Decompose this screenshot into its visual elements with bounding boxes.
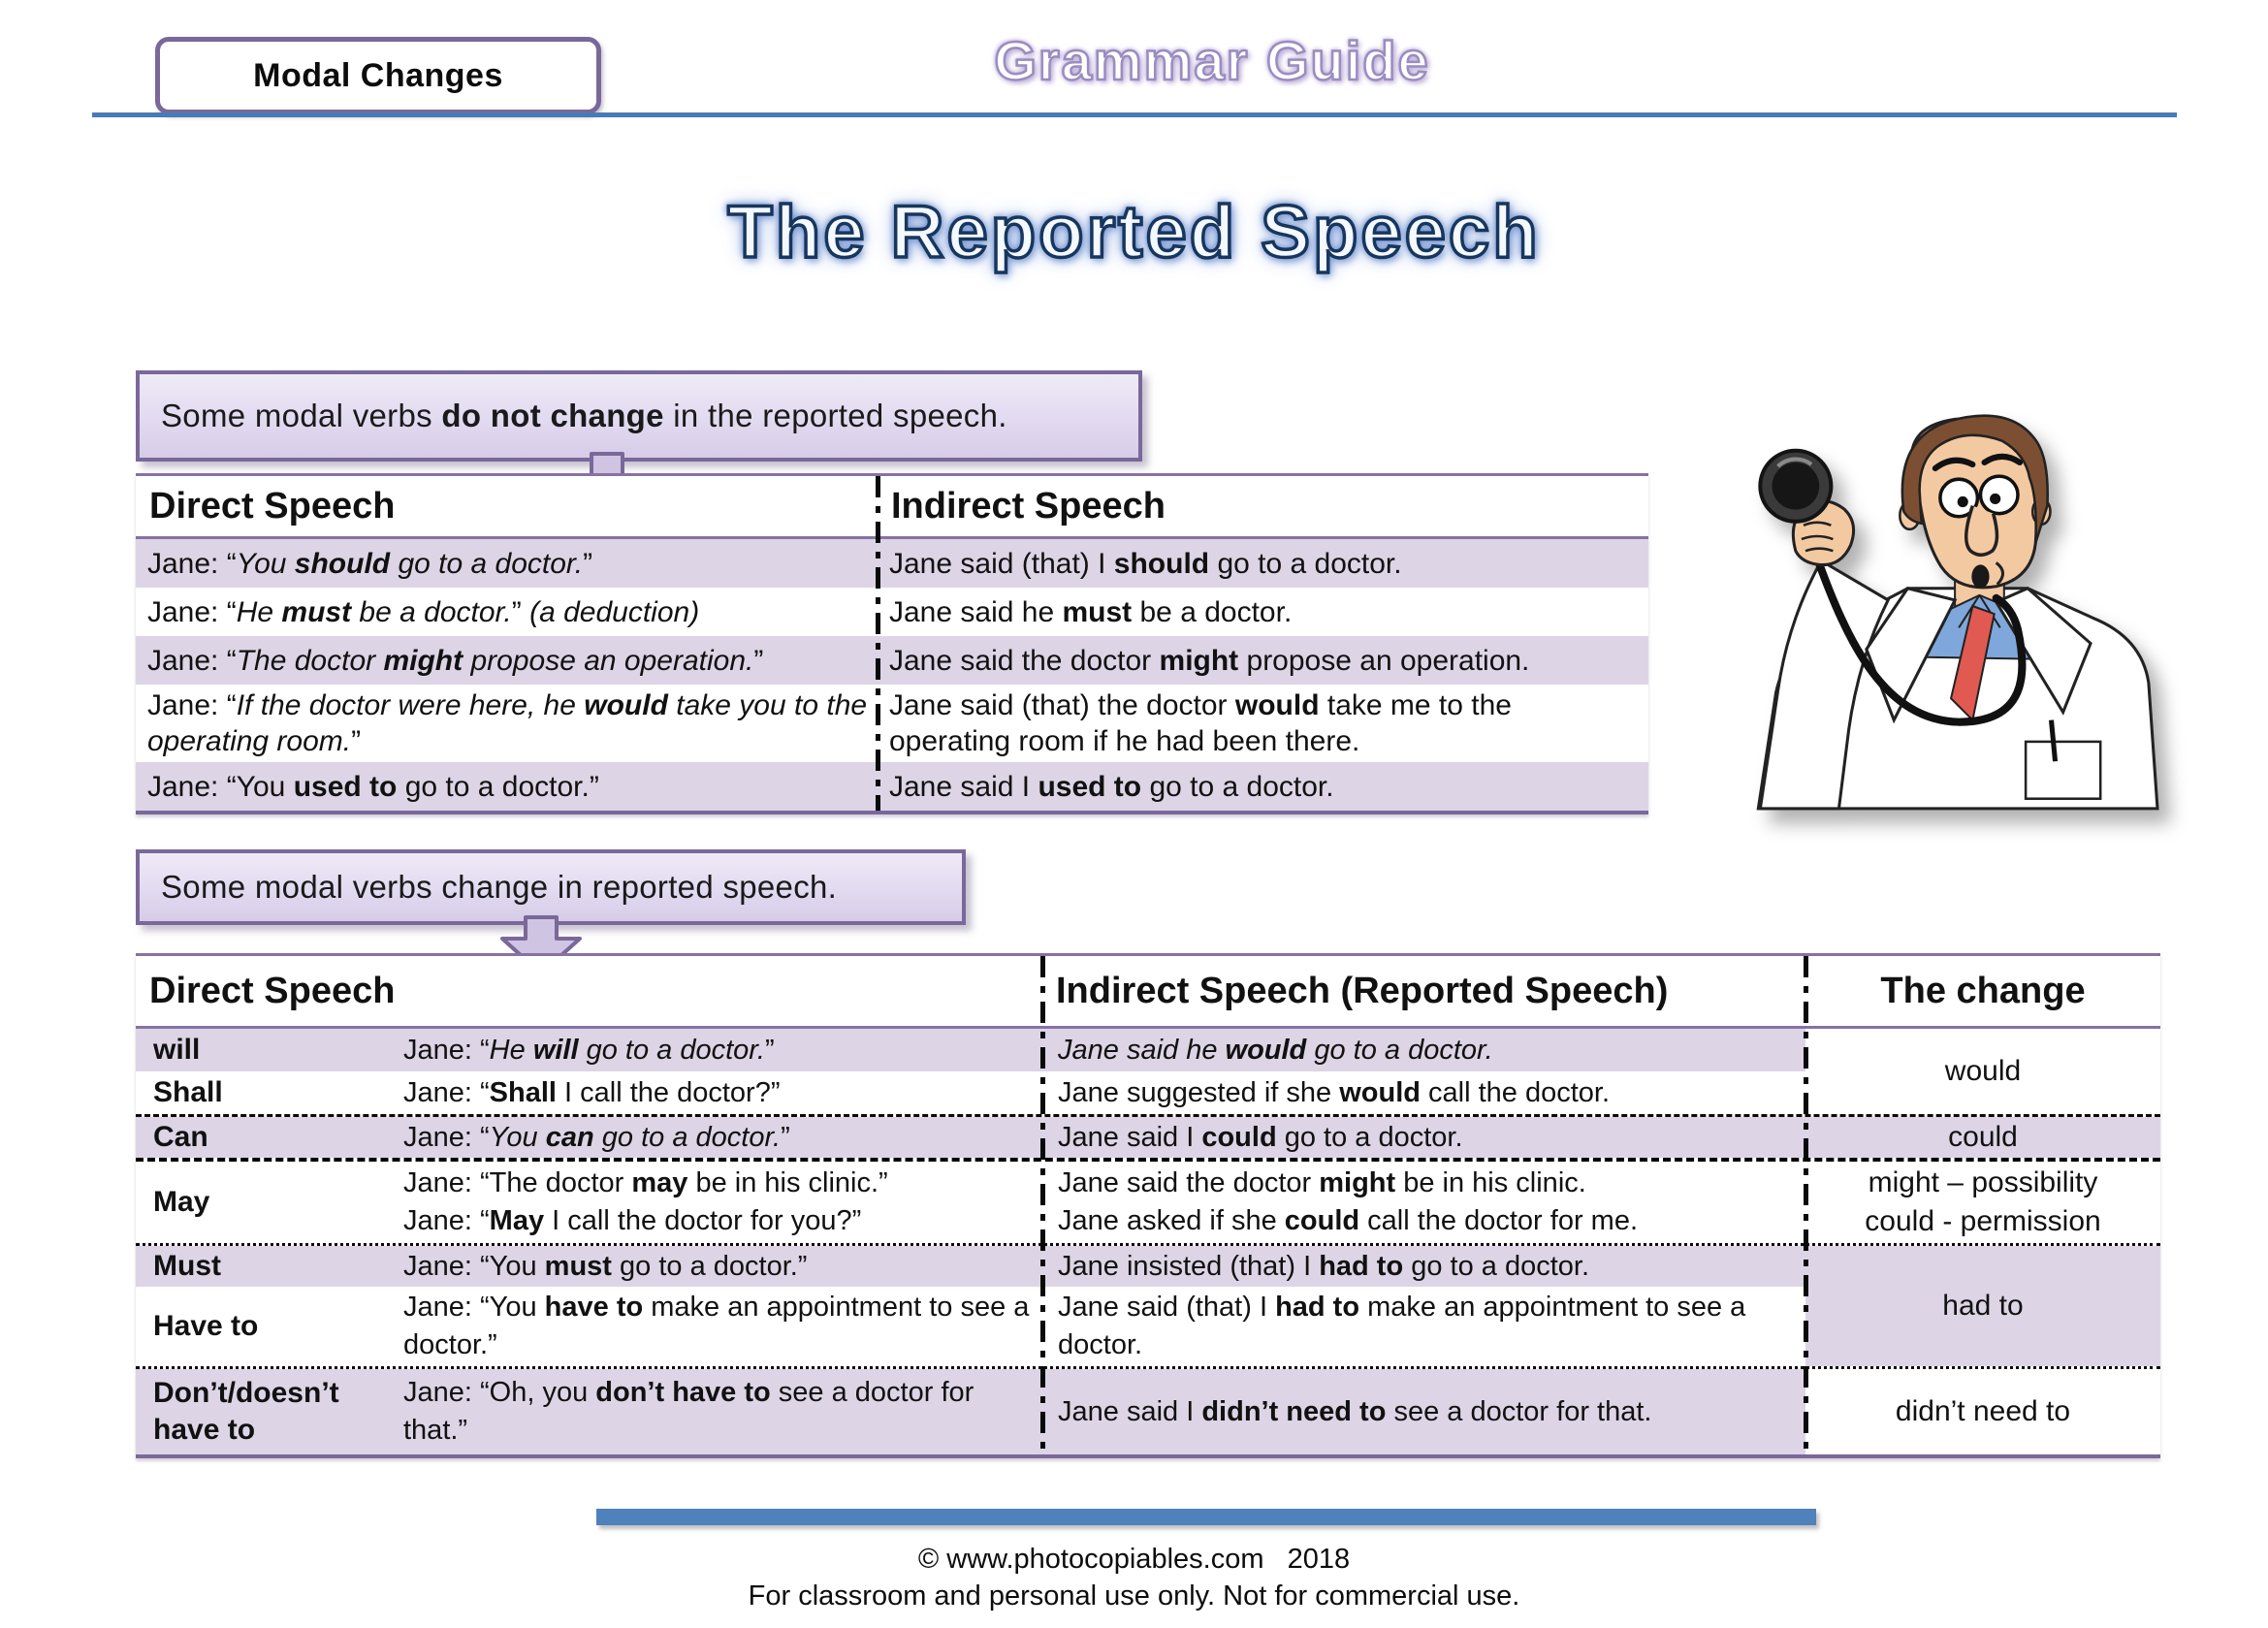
direct-speech-cell: Jane: “He will go to a doctor.” (398, 1029, 1042, 1071)
indirect-speech-cell: Jane said I didn’t need to see a doctor for that. (1042, 1369, 1805, 1454)
table-row-group (136, 1029, 2160, 1114)
table-row (136, 539, 1648, 588)
copyright-text: © www.photocopiables.com (917, 1544, 1264, 1575)
table2-header-change: The change (1880, 970, 2086, 1011)
indirect-speech-cell: Jane insisted (that) I had to go to a doctor. (1042, 1246, 1805, 1287)
indirect-speech-cell: Jane said (that) the doctor would take me to the operating room if he had been there. (889, 689, 1512, 757)
callout-change-text: Some modal verbs change in reported speech. (161, 869, 838, 905)
header-rule (92, 112, 2177, 117)
table1-body (136, 539, 1648, 811)
footer-usage: For classroom and personal use only. Not for commercial use. (748, 1580, 1520, 1612)
direct-speech-cell: Jane: “You can go to a doctor.” (398, 1117, 1042, 1158)
footer-bar (596, 1509, 1816, 1525)
table1-column-divider (876, 476, 880, 811)
change-cell: could (1805, 1117, 2160, 1158)
direct-speech-cell: Jane: “The doctor might propose an operation.” (147, 644, 764, 677)
direct-speech-cell: Jane: “The doctor may be in his clinic.” Jane: “May I call the doctor for you?” (403, 1167, 888, 1236)
modal-cell: Have to (153, 1310, 259, 1342)
modal-cell: Don’t/doesn’t have to (136, 1369, 398, 1454)
modal-cell: will (136, 1029, 398, 1071)
table-row (136, 685, 1648, 762)
table2-header (136, 956, 2160, 1029)
modal-cell: Shall (153, 1076, 223, 1108)
table-row (136, 762, 1648, 811)
table-change (136, 953, 2160, 1458)
change-cell: didn’t need to (1895, 1395, 2071, 1427)
direct-speech-cell: Jane: “If the doctor were here, he would take you to the operating room.” (147, 689, 868, 757)
indirect-speech-cell: Jane said (that) I should go to a doctor. (889, 547, 1402, 580)
modal-cell: May (153, 1186, 210, 1218)
badge-label: Modal Changes (253, 56, 503, 94)
change-cell: would (1944, 1055, 2022, 1087)
direct-speech-cell: Jane: “He must be a doctor.” (a deduction) (147, 595, 700, 628)
callout-change (136, 849, 966, 925)
direct-speech-cell: Jane: “You have to make an appointment to see a doctor.” (403, 1292, 1030, 1360)
direct-speech-cell: Jane: “Shall I call the doctor?” (403, 1076, 781, 1108)
grammar-guide-title: Grammar Guide (994, 30, 1430, 91)
footer-copyright (0, 1544, 2268, 1576)
indirect-speech-cell: Jane suggested if she would call the doctor. (1058, 1076, 1611, 1108)
indirect-speech-cell: Jane said the doctor might be in his clinic. Jane asked if she could call the doctor for me. (1058, 1167, 1639, 1236)
indirect-speech-cell: Jane said he would go to a doctor. (1042, 1029, 1805, 1071)
table-row (136, 588, 1648, 636)
table1-header-direct: Direct Speech (149, 485, 396, 527)
table-row-group (136, 1117, 2160, 1158)
table2-column-divider-2 (1804, 956, 1808, 1454)
indirect-speech-cell: Jane said (that) I had to make an appointment to see a doctor. (1058, 1292, 1746, 1360)
direct-speech-cell: Jane: “You should go to a doctor.” (147, 547, 593, 580)
table1-header (136, 476, 1648, 539)
indirect-speech-cell: Jane said the doctor might propose an operation. (889, 644, 1530, 677)
change-cell: had to (1805, 1246, 2160, 1366)
doctor-clipart (1699, 396, 2195, 818)
direct-speech-cell: Jane: “You must go to a doctor.” (398, 1246, 1042, 1287)
callout-no-change (136, 370, 1142, 462)
page-title: The Reported Speech (727, 191, 1541, 273)
indirect-speech-cell: Jane said I used to go to a doctor. (889, 770, 1334, 803)
table2-body (136, 1029, 2160, 1454)
modal-cell: Must (136, 1246, 398, 1287)
indirect-speech-cell: Jane said he must be a doctor. (889, 595, 1293, 628)
modal-changes-badge (155, 37, 601, 114)
table1-header-indirect: Indirect Speech (891, 485, 1166, 527)
table2-header-direct: Direct Speech (149, 970, 396, 1011)
direct-speech-cell: Jane: “Oh, you don’t have to see a doctor for that.” (398, 1369, 1042, 1454)
table-no-change (136, 473, 1648, 814)
table2-column-divider-1 (1040, 956, 1045, 1454)
indirect-speech-cell: Jane said I could go to a doctor. (1042, 1117, 1805, 1158)
table-row-group (136, 1369, 2160, 1454)
table-row-group (136, 1246, 2160, 1366)
table-row (136, 636, 1648, 685)
modal-cell: Can (136, 1117, 398, 1158)
direct-speech-cell: Jane: “You used to go to a doctor.” (147, 770, 599, 803)
table-row-group (136, 1162, 2160, 1243)
callout-no-change-text: Some modal verbs do not change in the reported speech. (161, 398, 1007, 433)
change-cell: might – possibility could - permission (1865, 1166, 2101, 1237)
copyright-year: 2018 (1287, 1544, 1351, 1575)
table2-header-indirect: Indirect Speech (Reported Speech) (1056, 970, 1669, 1011)
